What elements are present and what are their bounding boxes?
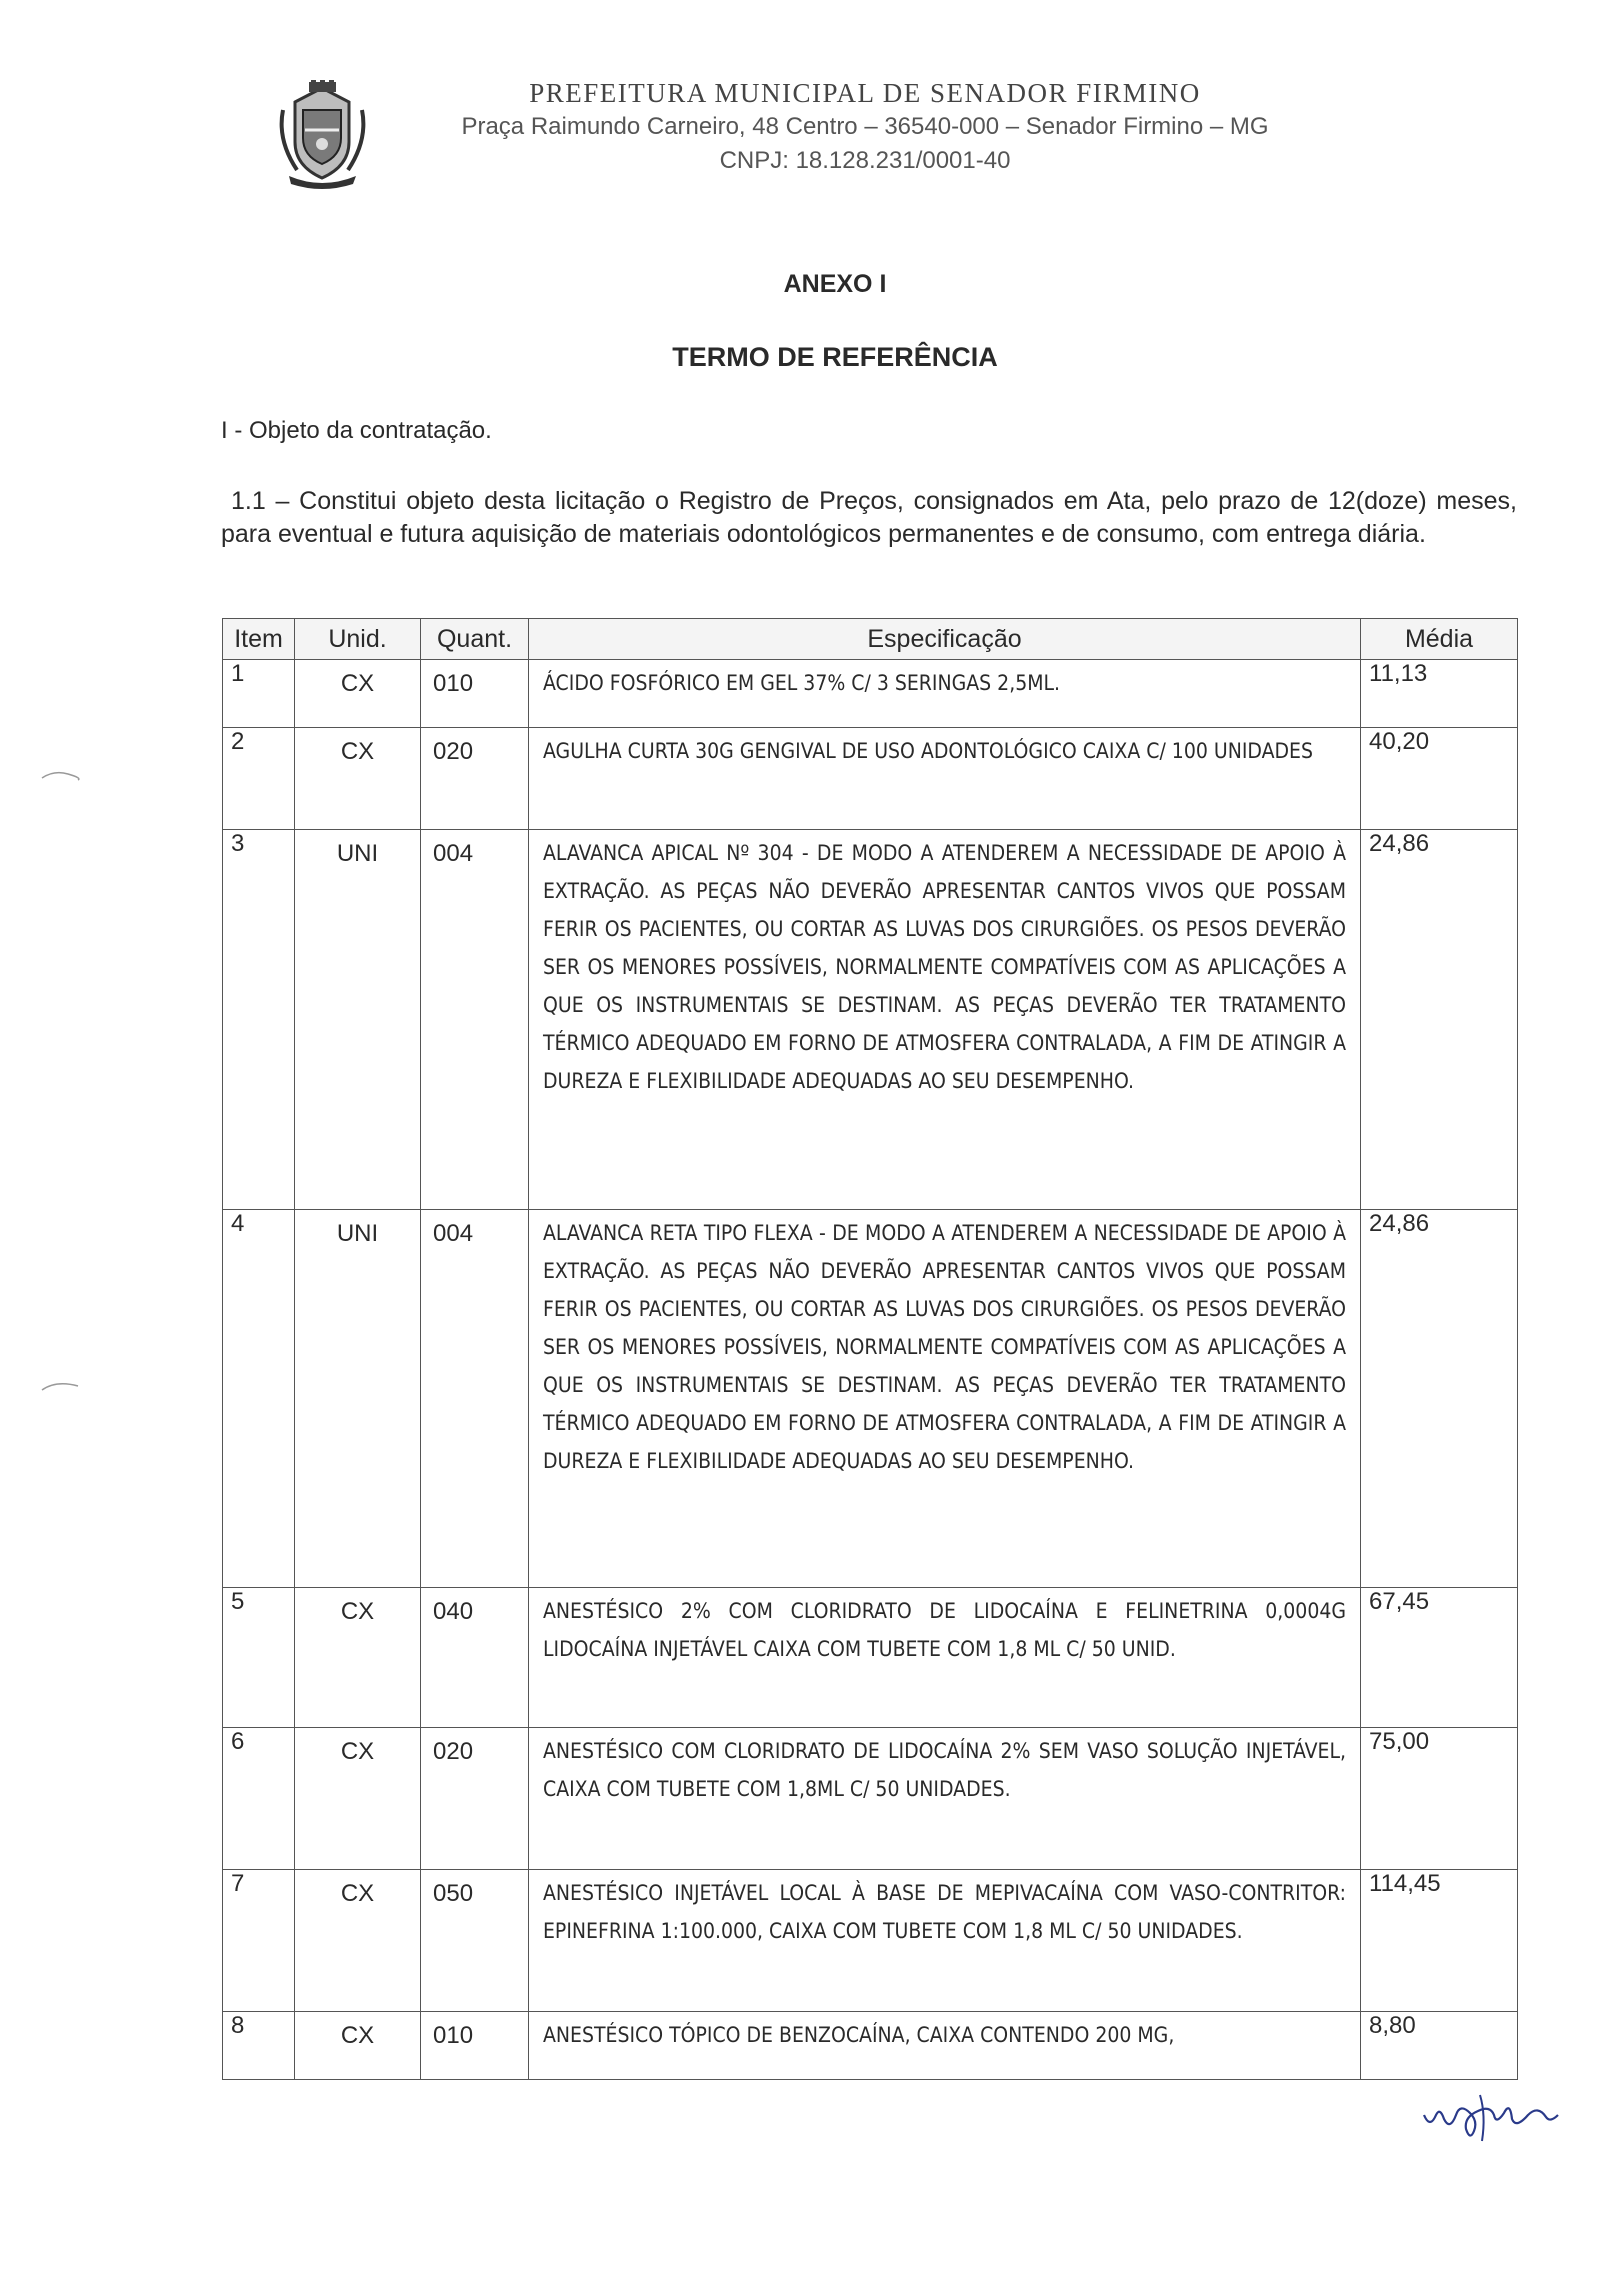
cell-item: 1 [223,660,295,728]
cell-spec: ALAVANCA RETA TIPO FLEXA - DE MODO A ATENDEREM A NECESSIDADE DE APOIO À EXTRAÇÃO. AS PEÇAS NÃO DEVERÃO APRESENTAR CANTOS VIVOS QUE POSSAM FERIR OS PACIENTES, OU CORTAR AS LUVAS DOS CIRURGIÕES. OS PESOS DEVERÃO SER OS MENORES POSSÍVEIS, NORMALMENTE COMPATÍVEIS COM AS APLICAÇÕES A QUE OS INSTRUMENTAIS SE DESTINAM. AS PEÇAS DEVERÃO TER TRATAMENTO TÉRMICO ADEQUADO EM FORNO DE ATMOSFERA CONTRALADA, A FIM DE ATINGIR A DUREZA E FLEXIBILIDADE ADEQUADAS AO SEU DESEMPENHO. [529,1210,1361,1588]
cell-quant: 020 [421,1728,529,1870]
cell-item: 2 [223,728,295,830]
cell-media: 11,13 [1361,660,1518,728]
cell-spec: ÁCIDO FOSFÓRICO EM GEL 37% C/ 3 SERINGAS 2,5ML. [529,660,1361,728]
table-row [223,1588,1518,1728]
cell-quant: 004 [421,830,529,1210]
table-header-row [223,619,1518,660]
organization-cnpj: CNPJ: 18.128.231/0001-40 [719,147,1011,174]
cell-media: 40,20 [1361,728,1518,830]
cell-unid: CX [295,2012,421,2080]
cell-unid: CX [295,1588,421,1728]
cell-unid: UNI [295,1210,421,1588]
cell-item: 4 [223,1210,295,1588]
table-row [223,1870,1518,2012]
cell-item: 5 [223,1588,295,1728]
table-row [223,1210,1518,1588]
annex-title: ANEXO I [783,270,887,298]
table-row [223,728,1518,830]
items-table [222,618,1518,2080]
cell-item: 6 [223,1728,295,1870]
header-unid: Unid. [295,619,421,660]
organization-name: PREFEITURA MUNICIPAL DE SENADOR FIRMINO [529,78,1201,108]
header-spec: Especificação [529,619,1361,660]
scan-mark-icon [40,1378,80,1392]
object-paragraph [221,485,1517,551]
cell-media: 75,00 [1361,1728,1518,1870]
cell-spec: ANESTÉSICO TÓPICO DE BENZOCAÍNA, CAIXA CONTENDO 200 MG, [529,2012,1361,2080]
signature-icon [1420,2085,1560,2145]
cell-item: 7 [223,1870,295,2012]
letterhead [0,76,1600,178]
cell-media: 24,86 [1361,830,1518,1210]
document-title: TERMO DE REFERÊNCIA [672,342,998,372]
organization-address: Praça Raimundo Carneiro, 48 Centro – 36540-000 – Senador Firmino – MG [461,113,1269,140]
cell-unid: CX [295,1870,421,2012]
cell-media: 67,45 [1361,1588,1518,1728]
cell-media: 24,86 [1361,1210,1518,1588]
cell-unid: UNI [295,830,421,1210]
header-item: Item [223,619,295,660]
cell-spec: ANESTÉSICO INJETÁVEL LOCAL À BASE DE MEPIVACAÍNA COM VASO-CONTRITOR: EPINEFRINA 1:100.000, CAIXA COM TUBETE COM 1,8 ML C/ 50 UNIDADES. [529,1870,1361,2012]
cell-media: 8,80 [1361,2012,1518,2080]
cell-spec: ANESTÉSICO 2% COM CLORIDRATO DE LIDOCAÍNA E FELINETRINA 0,0004G LIDOCAÍNA INJETÁVEL CAIXA COM TUBETE COM 1,8 ML C/ 50 UNID. [529,1588,1361,1728]
section-heading: I - Objeto da contratação. [221,417,492,444]
header-media: Média [1361,619,1518,660]
cell-media: 114,45 [1361,1870,1518,2012]
cell-quant: 040 [421,1588,529,1728]
cell-item: 3 [223,830,295,1210]
cell-unid: CX [295,660,421,728]
cell-unid: CX [295,1728,421,1870]
header-quant: Quant. [421,619,529,660]
cell-quant: 004 [421,1210,529,1588]
cell-quant: 010 [421,2012,529,2080]
cell-spec: ALAVANCA APICAL Nº 304 - DE MODO A ATENDEREM A NECESSIDADE DE APOIO À EXTRAÇÃO. AS PEÇAS NÃO DEVERÃO APRESENTAR CANTOS VIVOS QUE POSSAM FERIR OS PACIENTES, OU CORTAR AS LUVAS DOS CIRURGIÕES. OS PESOS DEVERÃO SER OS MENORES POSSÍVEIS, NORMALMENTE COMPATÍVEIS COM AS APLICAÇÕES A QUE OS INSTRUMENTAIS SE DESTINAM. AS PEÇAS DEVERÃO TER TRATAMENTO TÉRMICO ADEQUADO EM FORNO DE ATMOSFERA CONTRALADA, A FIM DE ATINGIR A DUREZA E FLEXIBILIDADE ADEQUADAS AO SEU DESEMPENHO. [529,830,1361,1210]
cell-spec: AGULHA CURTA 30G GENGIVAL DE USO ADONTOLÓGICO CAIXA C/ 100 UNIDADES [529,728,1361,830]
cell-item: 8 [223,2012,295,2080]
cell-quant: 010 [421,660,529,728]
table-row [223,2012,1518,2080]
table-row [223,830,1518,1210]
cell-quant: 050 [421,1870,529,2012]
table-row [223,1728,1518,1870]
cell-unid: CX [295,728,421,830]
table-row [223,660,1518,728]
paragraph-text: 1.1 – Constitui objeto desta licitação o Registro de Preços, consignados em Ata, pelo prazo de 12(doze) meses, para eventual e futura aquisição de materiais odontológicos permanentes e de consumo, com entrega diária. [221,487,1517,548]
cell-quant: 020 [421,728,529,830]
cell-spec: ANESTÉSICO COM CLORIDRATO DE LIDOCAÍNA 2% SEM VASO SOLUÇÃO INJETÁVEL, CAIXA COM TUBETE COM 1,8ML C/ 50 UNIDADES. [529,1728,1361,1870]
scan-mark-icon [40,768,80,782]
